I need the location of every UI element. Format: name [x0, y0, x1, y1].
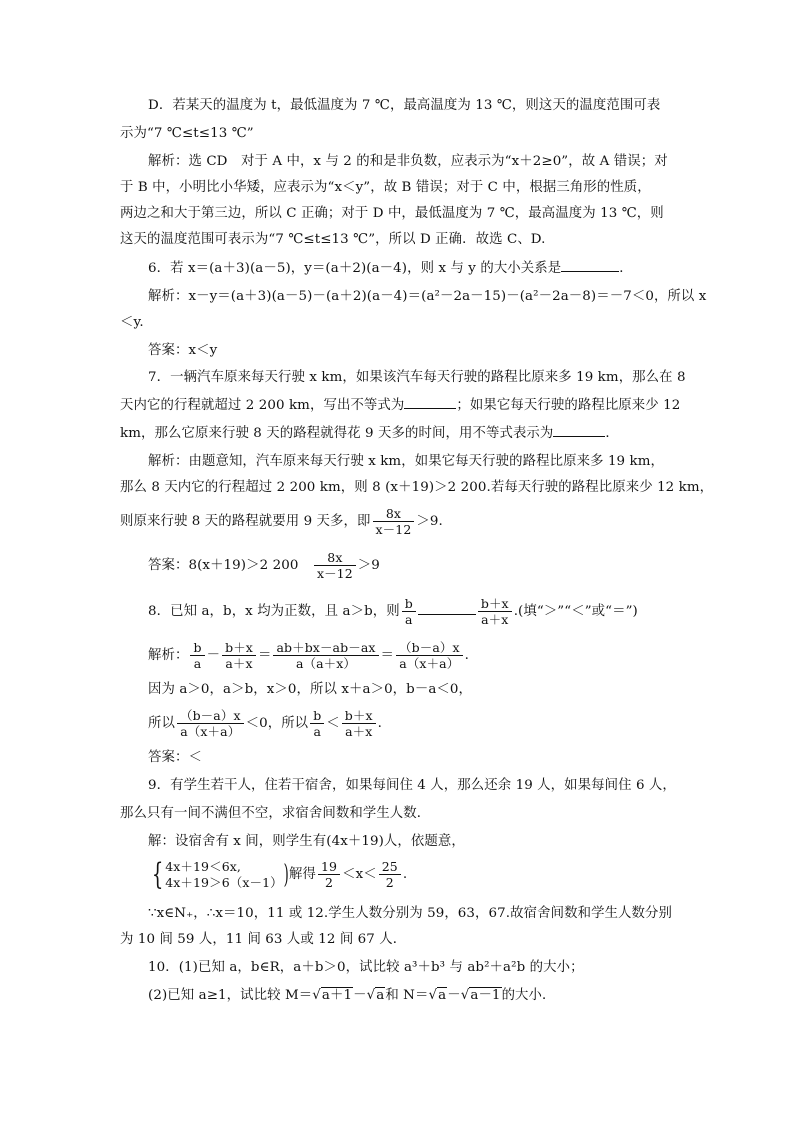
brace-symbol: { — [151, 856, 164, 892]
fraction-numerator: b＋x — [478, 596, 512, 612]
q7-stem-line3-text: km，那么它原来行驶 8 天的路程就得花 9 天多的时间，用不等式表示为 — [120, 426, 554, 441]
q7-answer — [148, 550, 708, 582]
q7-answer-text: 答案：8(x＋19)＞2 200 — [148, 558, 312, 573]
q7-solution-line2: 那么 8 天内它的行程超过 2 200 km，则 8 (x＋19)＞2 200.若每天行驶的路程比原来少 12 km， — [120, 480, 714, 495]
radicand: a — [376, 988, 385, 1003]
period: . — [464, 648, 469, 663]
system-line1: 4x＋19＜6x, — [165, 858, 241, 874]
fraction — [190, 640, 204, 671]
q9-stem-line1: 9．有学生若干人，住若干宿舍，如果每间住 4 人，那么还余 19 人，如果每间住 6 人， — [148, 778, 676, 793]
q7-answer-end: ＞9 — [357, 558, 380, 573]
operator: ＝ — [380, 648, 395, 663]
q5-solution-line1: 解析：选 CD 对于 A 中，x 与 2 的和是非负数，应表示为“x＋2≥0”，故 A 错误；对 — [148, 154, 668, 169]
inequality-system — [165, 859, 283, 891]
q9-stem-line2: 那么只有一间不满但不空，求宿舍间数和学生人数． — [120, 806, 431, 821]
fraction-numerator: 25 — [379, 859, 401, 875]
fraction-numerator: ab＋bx－ab－ax — [273, 640, 378, 656]
radicand: a — [438, 988, 447, 1003]
fraction-numerator: b＋x — [342, 708, 376, 724]
q9-solution-line3: ∵x∈N₊，∴x＝10，11 或 12.学生人数分别为 59，63，67.故宿舍间数和学生人数分别 — [148, 906, 673, 921]
q8-stem-text: 8．已知 a，b，x 均为正数，且 a＞b，则 — [148, 604, 400, 619]
fraction — [222, 640, 256, 671]
sqrt-expression: √a — [428, 988, 447, 1003]
operator: － — [353, 988, 367, 1003]
q8-so-text: 所以 — [148, 716, 175, 731]
operator: ＜x＜ — [342, 867, 377, 882]
q10-part2-mid: 和 N＝ — [385, 988, 429, 1003]
operator: ＝ — [257, 648, 272, 663]
q7-stem-line1: 7．一辆汽车原来每天行驶 x km，如果该汽车每天行驶的路程比原来多 19 km，那么在 8 — [148, 370, 686, 385]
sqrt-expression: √a — [366, 988, 385, 1003]
fraction-denominator: a — [313, 724, 322, 739]
fraction — [318, 859, 340, 890]
q5-solution-line2: 于 B 中，小明比小华矮，应表示为“x＜y”，故 B 错误；对于 C 中，根据三角形的性质， — [120, 180, 651, 195]
fraction — [402, 596, 416, 627]
radicand: a－1 — [470, 988, 501, 1003]
fraction-denominator: x－12 — [375, 522, 412, 537]
fraction — [373, 506, 415, 537]
fraction-denominator: a — [405, 612, 413, 627]
system-line2: 4x＋19＞6（x－1） — [165, 874, 283, 890]
operator: － — [447, 988, 461, 1003]
q9-solution-line4: 为 10 间 59 人，11 间 63 人或 12 间 67 人． — [120, 932, 407, 947]
fraction — [314, 550, 356, 581]
fraction-denominator: 2 — [325, 875, 334, 890]
period: . — [402, 867, 408, 882]
fraction — [177, 708, 244, 739]
q10-part2-end: 的大小． — [501, 988, 556, 1003]
fraction-denominator: a＋x — [481, 612, 509, 627]
q5-solution-line4: 这天的温度范围可表示为“7 ℃≤t≤13 ℃”，所以 D 正确．故选 C、D. — [120, 232, 546, 247]
q6-stem-end: ． — [619, 261, 633, 276]
fraction-numerator: b — [190, 640, 204, 656]
q10-part1: 10．(1)已知 a，b∈R，a＋b＞0，试比较 a³＋b³ 与 ab²＋a²b 的大小； — [148, 960, 584, 975]
q7-stem-line2 — [120, 396, 680, 416]
fraction-numerator: （b－a）x — [177, 708, 244, 724]
q8-so-mid: ＜0，所以 — [245, 716, 309, 731]
q8-solution-line2: 因为 a＞0，a＞b，x＞0，所以 x＋a＞0，b－a＜0， — [148, 682, 473, 697]
q6-answer: 答案：x＜y — [148, 343, 218, 358]
answer-blank[interactable] — [553, 424, 605, 437]
q9-solution-line1: 解：设宿舍有 x 间，则学生有(4x＋19)人，依题意， — [148, 834, 465, 849]
q6-solution-line2: ＜y. — [120, 315, 144, 330]
q6-solution-line1: 解析：x－y＝(a＋3)(a－5)－(a＋2)(a－4)＝(a²－2a－15)－(a²－2a－8)＝－7＜0，所以 x — [148, 289, 707, 304]
q9-solve-text: 解得 — [289, 867, 316, 882]
operator: ＜ — [326, 716, 340, 731]
q8-solution-line1 — [148, 640, 708, 672]
q6-stem — [148, 259, 708, 279]
fraction — [342, 708, 376, 739]
q8-solution-line3 — [148, 708, 708, 740]
q5-option-d-line1: D．若某天的温度为 t，最低温度为 7 ℃，最高温度为 13 ℃，则这天的温度范围可表 — [148, 98, 661, 113]
q7-stem-line3-end: ． — [605, 426, 619, 441]
fraction — [396, 640, 463, 671]
fraction-denominator: x－12 — [316, 566, 353, 581]
answer-blank[interactable] — [561, 259, 619, 272]
fraction-numerator: 8x — [314, 550, 356, 566]
q8-answer: 答案：＜ — [148, 750, 202, 765]
fraction-numerator: b＋x — [222, 640, 256, 656]
fraction-numerator: 8x — [373, 506, 415, 522]
q10-part2-text: (2)已知 a≥1，试比较 M＝ — [148, 988, 313, 1003]
q7-solution-line3-text: 则原来行驶 8 天的路程就要用 9 天多，即 — [120, 514, 371, 529]
fraction-numerator: 19 — [318, 859, 340, 875]
q7-stem-line2-rest: ；如果它每天行驶的路程比原来少 12 — [456, 398, 681, 413]
q7-solution-line3-end: ＞9. — [416, 514, 443, 529]
answer-blank[interactable] — [404, 396, 456, 409]
fraction-denominator: a＋x — [345, 724, 373, 739]
q5-option-d-line2: 示为“7 ℃≤t≤13 ℃” — [120, 126, 254, 141]
sqrt-expression: √a＋1 — [312, 988, 353, 1003]
operator: － — [206, 648, 221, 663]
q7-solution-line3 — [120, 506, 680, 538]
fraction — [310, 708, 324, 739]
fraction-denominator: a（x＋a） — [180, 724, 241, 739]
fraction-denominator: 2 — [385, 875, 394, 890]
q9-system — [148, 858, 708, 892]
q5-solution-line3: 两边之和大于第三边，所以 C 正确；对于 D 中，最低温度为 7 ℃，最高温度为 13 ℃，则 — [120, 206, 664, 221]
fraction-numerator: （b－a）x — [396, 640, 463, 656]
q7-stem-line2-text: 天内它的行程就超过 2 200 km，写出不等式为 — [120, 398, 405, 413]
q8-solution-label: 解析： — [148, 648, 189, 663]
fraction-numerator: b — [310, 708, 324, 724]
fraction-denominator: a（a＋x） — [295, 656, 357, 671]
fraction-denominator: a — [193, 656, 202, 671]
q7-solution-line1: 解析：由题意知，汽车原来每天行驶 x km，如果它每天行驶的路程比原来多 19 km， — [148, 454, 665, 469]
fraction — [273, 640, 378, 671]
fraction-numerator: b — [402, 596, 416, 612]
sqrt-expression: √a－1 — [460, 988, 501, 1003]
q6-stem-text: 6．若 x＝(a＋3)(a－5)，y＝(a＋2)(a－4)，则 x 与 y 的大小关系是 — [148, 261, 562, 276]
fraction — [379, 859, 401, 890]
fraction — [478, 596, 512, 627]
fraction-denominator: a（x＋a） — [399, 656, 460, 671]
q10-part2 — [148, 986, 708, 1006]
paren-symbol: ) — [283, 859, 289, 890]
q7-stem-line3 — [120, 424, 680, 444]
q8-stem — [148, 596, 708, 628]
fraction-denominator: a＋x — [225, 656, 253, 671]
period: . — [377, 716, 383, 731]
answer-blank[interactable] — [418, 602, 476, 615]
radicand: a＋1 — [321, 988, 353, 1003]
q8-stem-end: .(填“＞”“＜”或“＝”) — [513, 604, 638, 619]
